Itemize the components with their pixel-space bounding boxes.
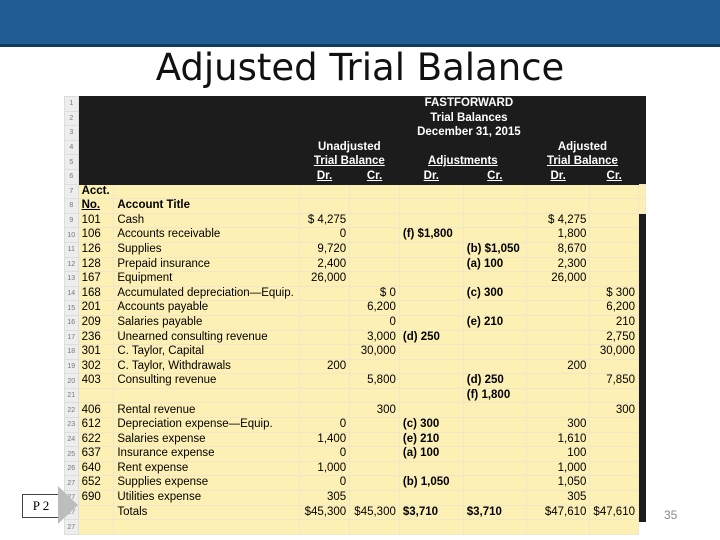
account-title: Totals [114, 505, 299, 520]
adjusted-cr [590, 418, 639, 433]
adjusted-dr [526, 301, 590, 316]
adjusted-header: Trial Balance [526, 155, 638, 170]
account-number: 301 [78, 345, 114, 360]
row-number: 10 [65, 228, 79, 243]
account-title: Utilities expense [114, 491, 299, 506]
account-title: Salaries payable [114, 315, 299, 330]
unadjusted-dr [299, 286, 349, 301]
adjustment-dr: (e) 210 [399, 432, 463, 447]
row-number: 9 [65, 213, 79, 228]
account-title: Unearned consulting revenue [114, 330, 299, 345]
account-number: 640 [78, 461, 114, 476]
adjustment-cr: (d) 250 [463, 374, 526, 389]
adjusted-cr [590, 432, 639, 447]
adjustment-cr: (f) 1,800 [463, 388, 526, 403]
adjusted-dr: 100 [526, 447, 590, 462]
account-number: 209 [78, 315, 114, 330]
unadjusted-cr [350, 272, 400, 287]
adjusted-dr [526, 403, 590, 418]
header-empty [114, 140, 299, 155]
adjustment-cr: (e) 210 [463, 315, 526, 330]
cell [639, 184, 646, 199]
adjustment-dr: (c) 300 [399, 418, 463, 433]
row-number: 2 [65, 111, 79, 126]
header-empty [78, 155, 114, 170]
adjusted-cr: $ 300 [590, 286, 639, 301]
adjusted-dr: 305 [526, 491, 590, 506]
unadjusted-cr [350, 213, 400, 228]
account-number: 406 [78, 403, 114, 418]
adjusted-cr [590, 520, 639, 535]
unadjusted-cr [350, 242, 400, 257]
sheet-row [65, 388, 646, 403]
unadjusted-dr: 0 [299, 476, 349, 491]
row-number: 12 [65, 257, 79, 272]
sheet-row [65, 257, 646, 272]
row-number: 15 [65, 301, 79, 316]
row-number: 3 [65, 126, 79, 141]
sheet-row [65, 520, 646, 535]
row-number: 27 [65, 491, 79, 506]
adjustment-dr: (d) 250 [399, 330, 463, 345]
header-empty [114, 126, 299, 141]
unadjusted-dr [299, 520, 349, 535]
account-title: Equipment [114, 272, 299, 287]
account-number: 167 [78, 272, 114, 287]
adjusted-dr [526, 286, 590, 301]
cell [350, 199, 400, 214]
sheet-row [65, 315, 646, 330]
unadjusted-cr [350, 388, 400, 403]
account-title: Prepaid insurance [114, 257, 299, 272]
sheet-row [65, 97, 646, 112]
account-title: Consulting revenue [114, 374, 299, 389]
adjustment-dr [399, 213, 463, 228]
adjusted-dr: 200 [526, 359, 590, 374]
sheet-row [65, 359, 646, 374]
sheet-row [65, 213, 646, 228]
unadjusted-cr [350, 491, 400, 506]
slide-title: Adjusted Trial Balance [155, 46, 565, 89]
header-empty [114, 111, 299, 126]
row-number: 20 [65, 374, 79, 389]
adjusted-dr: 2,300 [526, 257, 590, 272]
account-number: 201 [78, 301, 114, 316]
sheet-row [65, 126, 646, 141]
header-empty [639, 126, 646, 141]
unadjusted-cr [350, 476, 400, 491]
adjustment-dr [399, 520, 463, 535]
sheet-row [65, 155, 646, 170]
cell [590, 199, 639, 214]
row-number: 18 [65, 345, 79, 360]
adjustment-cr [463, 491, 526, 506]
cr-header: Cr. [463, 169, 526, 184]
unadjusted-dr: 0 [299, 418, 349, 433]
account-number [78, 520, 114, 535]
cell [463, 184, 526, 199]
adjusted-dr: $ 4,275 [526, 213, 590, 228]
account-number: 637 [78, 447, 114, 462]
header-empty [78, 169, 114, 184]
trial-balance-table [64, 96, 646, 535]
header-empty [78, 97, 114, 112]
account-title: Rental revenue [114, 403, 299, 418]
sheet-row [65, 491, 646, 506]
adjusted-cr [590, 242, 639, 257]
sheet-row [65, 447, 646, 462]
adjustment-cr [463, 432, 526, 447]
cr-header: Cr. [590, 169, 639, 184]
adjusted-cr [590, 461, 639, 476]
unadjusted-cr [350, 257, 400, 272]
sheet-row [65, 286, 646, 301]
adjustment-dr [399, 257, 463, 272]
row-number: 16 [65, 315, 79, 330]
account-title-header: Account Title [114, 199, 299, 214]
adjusted-cr [590, 272, 639, 287]
unadjusted-dr: 9,720 [299, 242, 349, 257]
unadjusted-dr: 1,400 [299, 432, 349, 447]
adjusted-cr [590, 447, 639, 462]
unadjusted-dr: 1,000 [299, 461, 349, 476]
cell [639, 199, 646, 214]
sheet-row [65, 374, 646, 389]
adjustment-dr [399, 461, 463, 476]
account-number: 652 [78, 476, 114, 491]
account-number: 126 [78, 242, 114, 257]
adjustment-dr: (a) 100 [399, 447, 463, 462]
unadjusted-cr [350, 418, 400, 433]
page-number: 35 [664, 508, 678, 522]
row-number: 26 [65, 461, 79, 476]
unadjusted-cr: $ 0 [350, 286, 400, 301]
adjusted-cr: 7,850 [590, 374, 639, 389]
adjustment-cr [463, 447, 526, 462]
adjusted-dr [526, 315, 590, 330]
cell [350, 184, 400, 199]
adjustment-dr: $3,710 [399, 505, 463, 520]
dr-header: Dr. [299, 169, 349, 184]
unadjusted-cr: 5,800 [350, 374, 400, 389]
sheet-row [65, 432, 646, 447]
sheet-row [65, 505, 646, 520]
sheet-row [65, 461, 646, 476]
adjusted-cr: 6,200 [590, 301, 639, 316]
account-title: Salaries expense [114, 432, 299, 447]
unadjusted-dr: $45,300 [299, 505, 349, 520]
adjusted-dr [526, 520, 590, 535]
account-title: Rent expense [114, 461, 299, 476]
cell [114, 184, 299, 199]
trial-balance-sheet [64, 96, 646, 531]
unadjusted-dr [299, 315, 349, 330]
account-number: 106 [78, 228, 114, 243]
adjustment-cr [463, 520, 526, 535]
row-number: 25 [65, 447, 79, 462]
unadjusted-dr: 26,000 [299, 272, 349, 287]
unadjusted-cr [350, 432, 400, 447]
account-number: 302 [78, 359, 114, 374]
adjusted-cr [590, 491, 639, 506]
header-empty [399, 140, 463, 155]
company-name: FASTFORWARD [299, 97, 638, 112]
account-number [78, 505, 114, 520]
arrow-right-icon [58, 486, 78, 524]
row-number: 6 [65, 169, 79, 184]
header-empty [639, 111, 646, 126]
unadjusted-header: Trial Balance [299, 155, 399, 170]
adjustment-cr: $3,710 [463, 505, 526, 520]
cell [299, 199, 349, 214]
account-title: Accounts receivable [114, 228, 299, 243]
adjustment-cr [463, 476, 526, 491]
row-number: 27 [65, 505, 79, 520]
adjustment-dr [399, 345, 463, 360]
sheet-row [65, 272, 646, 287]
header-empty [114, 169, 299, 184]
row-number: 27 [65, 520, 79, 535]
sheet-row [65, 184, 646, 199]
account-title: Supplies expense [114, 476, 299, 491]
objective-badge: P 2 [22, 494, 60, 518]
dr-header: Dr. [399, 169, 463, 184]
sheet-row [65, 199, 646, 214]
account-number: 236 [78, 330, 114, 345]
unadjusted-dr [299, 345, 349, 360]
account-title [114, 520, 299, 535]
header-empty [78, 126, 114, 141]
account-number [78, 388, 114, 403]
sheet-row [65, 140, 646, 155]
unadjusted-cr: 6,200 [350, 301, 400, 316]
adjustment-dr [399, 388, 463, 403]
header-empty [463, 140, 526, 155]
unadjusted-cr: 0 [350, 315, 400, 330]
adjusted-dr: $47,610 [526, 505, 590, 520]
adjusted-dr [526, 330, 590, 345]
adjustments-header: Adjustments [399, 155, 526, 170]
account-title: C. Taylor, Capital [114, 345, 299, 360]
sheet-row [65, 345, 646, 360]
adjusted-cr [590, 388, 639, 403]
cell [590, 184, 639, 199]
cell [526, 199, 590, 214]
adjustment-cr [463, 403, 526, 418]
adjustment-cr: (b) $1,050 [463, 242, 526, 257]
adjustment-dr [399, 374, 463, 389]
unadjusted-dr: 305 [299, 491, 349, 506]
top-bar [0, 0, 720, 47]
account-title: Insurance expense [114, 447, 299, 462]
unadjusted-dr [299, 403, 349, 418]
unadjusted-dr [299, 374, 349, 389]
cell [399, 199, 463, 214]
adjusted-dr [526, 388, 590, 403]
row-number: 24 [65, 432, 79, 447]
sheet-row [65, 476, 646, 491]
sheet-row [65, 228, 646, 243]
adjusted-dr: 1,610 [526, 432, 590, 447]
unadjusted-dr [299, 330, 349, 345]
sheet-row [65, 418, 646, 433]
header-empty [639, 97, 646, 112]
row-number: 19 [65, 359, 79, 374]
adjustment-cr [463, 461, 526, 476]
unadjusted-dr: $ 4,275 [299, 213, 349, 228]
sheet-row [65, 330, 646, 345]
account-title: C. Taylor, Withdrawals [114, 359, 299, 374]
sheet-row [65, 403, 646, 418]
adjustment-cr: (a) 100 [463, 257, 526, 272]
unadjusted-dr: 0 [299, 228, 349, 243]
sheet-row [65, 242, 646, 257]
adjusted-dr [526, 374, 590, 389]
adjusted-dr: 1,000 [526, 461, 590, 476]
adjustment-cr [463, 228, 526, 243]
row-number: 27 [65, 476, 79, 491]
row-number: 7 [65, 184, 79, 199]
header-empty [78, 111, 114, 126]
account-number: 612 [78, 418, 114, 433]
row-number: 22 [65, 403, 79, 418]
adjustment-dr [399, 301, 463, 316]
adjustment-cr [463, 418, 526, 433]
adjustment-cr [463, 213, 526, 228]
adjustment-cr [463, 359, 526, 374]
adjusted-cr [590, 228, 639, 243]
account-number: 101 [78, 213, 114, 228]
unadjusted-cr: 30,000 [350, 345, 400, 360]
unadjusted-cr: 3,000 [350, 330, 400, 345]
adjustment-dr [399, 286, 463, 301]
acct-header: Acct. [78, 184, 114, 199]
sheet-row [65, 111, 646, 126]
row-number: 13 [65, 272, 79, 287]
unadjusted-dr [299, 388, 349, 403]
account-title [114, 388, 299, 403]
sheet-row [65, 169, 646, 184]
adjusted-cr [590, 476, 639, 491]
adjusted-cr: 210 [590, 315, 639, 330]
row-number: 17 [65, 330, 79, 345]
account-number: 690 [78, 491, 114, 506]
account-title: Accumulated depreciation—Equip. [114, 286, 299, 301]
adjusted-dr: 1,050 [526, 476, 590, 491]
row-number: 11 [65, 242, 79, 257]
account-number: 128 [78, 257, 114, 272]
sheet-row [65, 301, 646, 316]
unadjusted-header: Unadjusted [299, 140, 399, 155]
account-title: Depreciation expense—Equip. [114, 418, 299, 433]
unadjusted-dr: 200 [299, 359, 349, 374]
account-number: 622 [78, 432, 114, 447]
unadjusted-dr: 0 [299, 447, 349, 462]
adjustment-dr: (f) $1,800 [399, 228, 463, 243]
unadjusted-cr [350, 359, 400, 374]
acct-header: No. [78, 199, 114, 214]
adjusted-cr [590, 359, 639, 374]
adjusted-cr: 300 [590, 403, 639, 418]
adjusted-dr: 26,000 [526, 272, 590, 287]
unadjusted-cr [350, 461, 400, 476]
cell [526, 184, 590, 199]
adjustment-dr [399, 315, 463, 330]
unadjusted-dr [299, 301, 349, 316]
row-number: 5 [65, 155, 79, 170]
adjustment-cr [463, 330, 526, 345]
account-title: Cash [114, 213, 299, 228]
report-name: Trial Balances [299, 111, 638, 126]
row-number: 23 [65, 418, 79, 433]
adjusted-cr [590, 257, 639, 272]
unadjusted-cr: $45,300 [350, 505, 400, 520]
adjustment-dr [399, 491, 463, 506]
account-number: 168 [78, 286, 114, 301]
header-empty [78, 140, 114, 155]
account-title: Accounts payable [114, 301, 299, 316]
account-title: Supplies [114, 242, 299, 257]
adjusted-header: Adjusted [526, 140, 638, 155]
adjusted-dr: 300 [526, 418, 590, 433]
adjustment-cr [463, 301, 526, 316]
unadjusted-cr [350, 228, 400, 243]
dr-header: Dr. [526, 169, 590, 184]
header-empty [114, 97, 299, 112]
unadjusted-dr: 2,400 [299, 257, 349, 272]
cell [299, 184, 349, 199]
header-empty [114, 155, 299, 170]
cr-header: Cr. [350, 169, 400, 184]
adjustment-dr [399, 272, 463, 287]
adjusted-cr [590, 213, 639, 228]
account-number: 403 [78, 374, 114, 389]
cell [463, 199, 526, 214]
cell [399, 184, 463, 199]
row-number: 4 [65, 140, 79, 155]
row-number: 14 [65, 286, 79, 301]
adjustment-dr [399, 403, 463, 418]
unadjusted-cr [350, 520, 400, 535]
adjusted-dr: 8,670 [526, 242, 590, 257]
unadjusted-cr: 300 [350, 403, 400, 418]
row-number: 1 [65, 97, 79, 112]
adjustment-dr [399, 242, 463, 257]
adjusted-cr: $47,610 [590, 505, 639, 520]
adjusted-dr: 1,800 [526, 228, 590, 243]
adjustment-cr: (c) 300 [463, 286, 526, 301]
adjusted-dr [526, 345, 590, 360]
adjusted-cr: 30,000 [590, 345, 639, 360]
adjustment-dr [399, 359, 463, 374]
adjustment-cr [463, 345, 526, 360]
unadjusted-cr [350, 447, 400, 462]
adjusted-cr: 2,750 [590, 330, 639, 345]
row-number: 8 [65, 199, 79, 214]
adjustment-cr [463, 272, 526, 287]
report-date: December 31, 2015 [299, 126, 638, 141]
adjustment-dr: (b) 1,050 [399, 476, 463, 491]
row-number: 21 [65, 388, 79, 403]
